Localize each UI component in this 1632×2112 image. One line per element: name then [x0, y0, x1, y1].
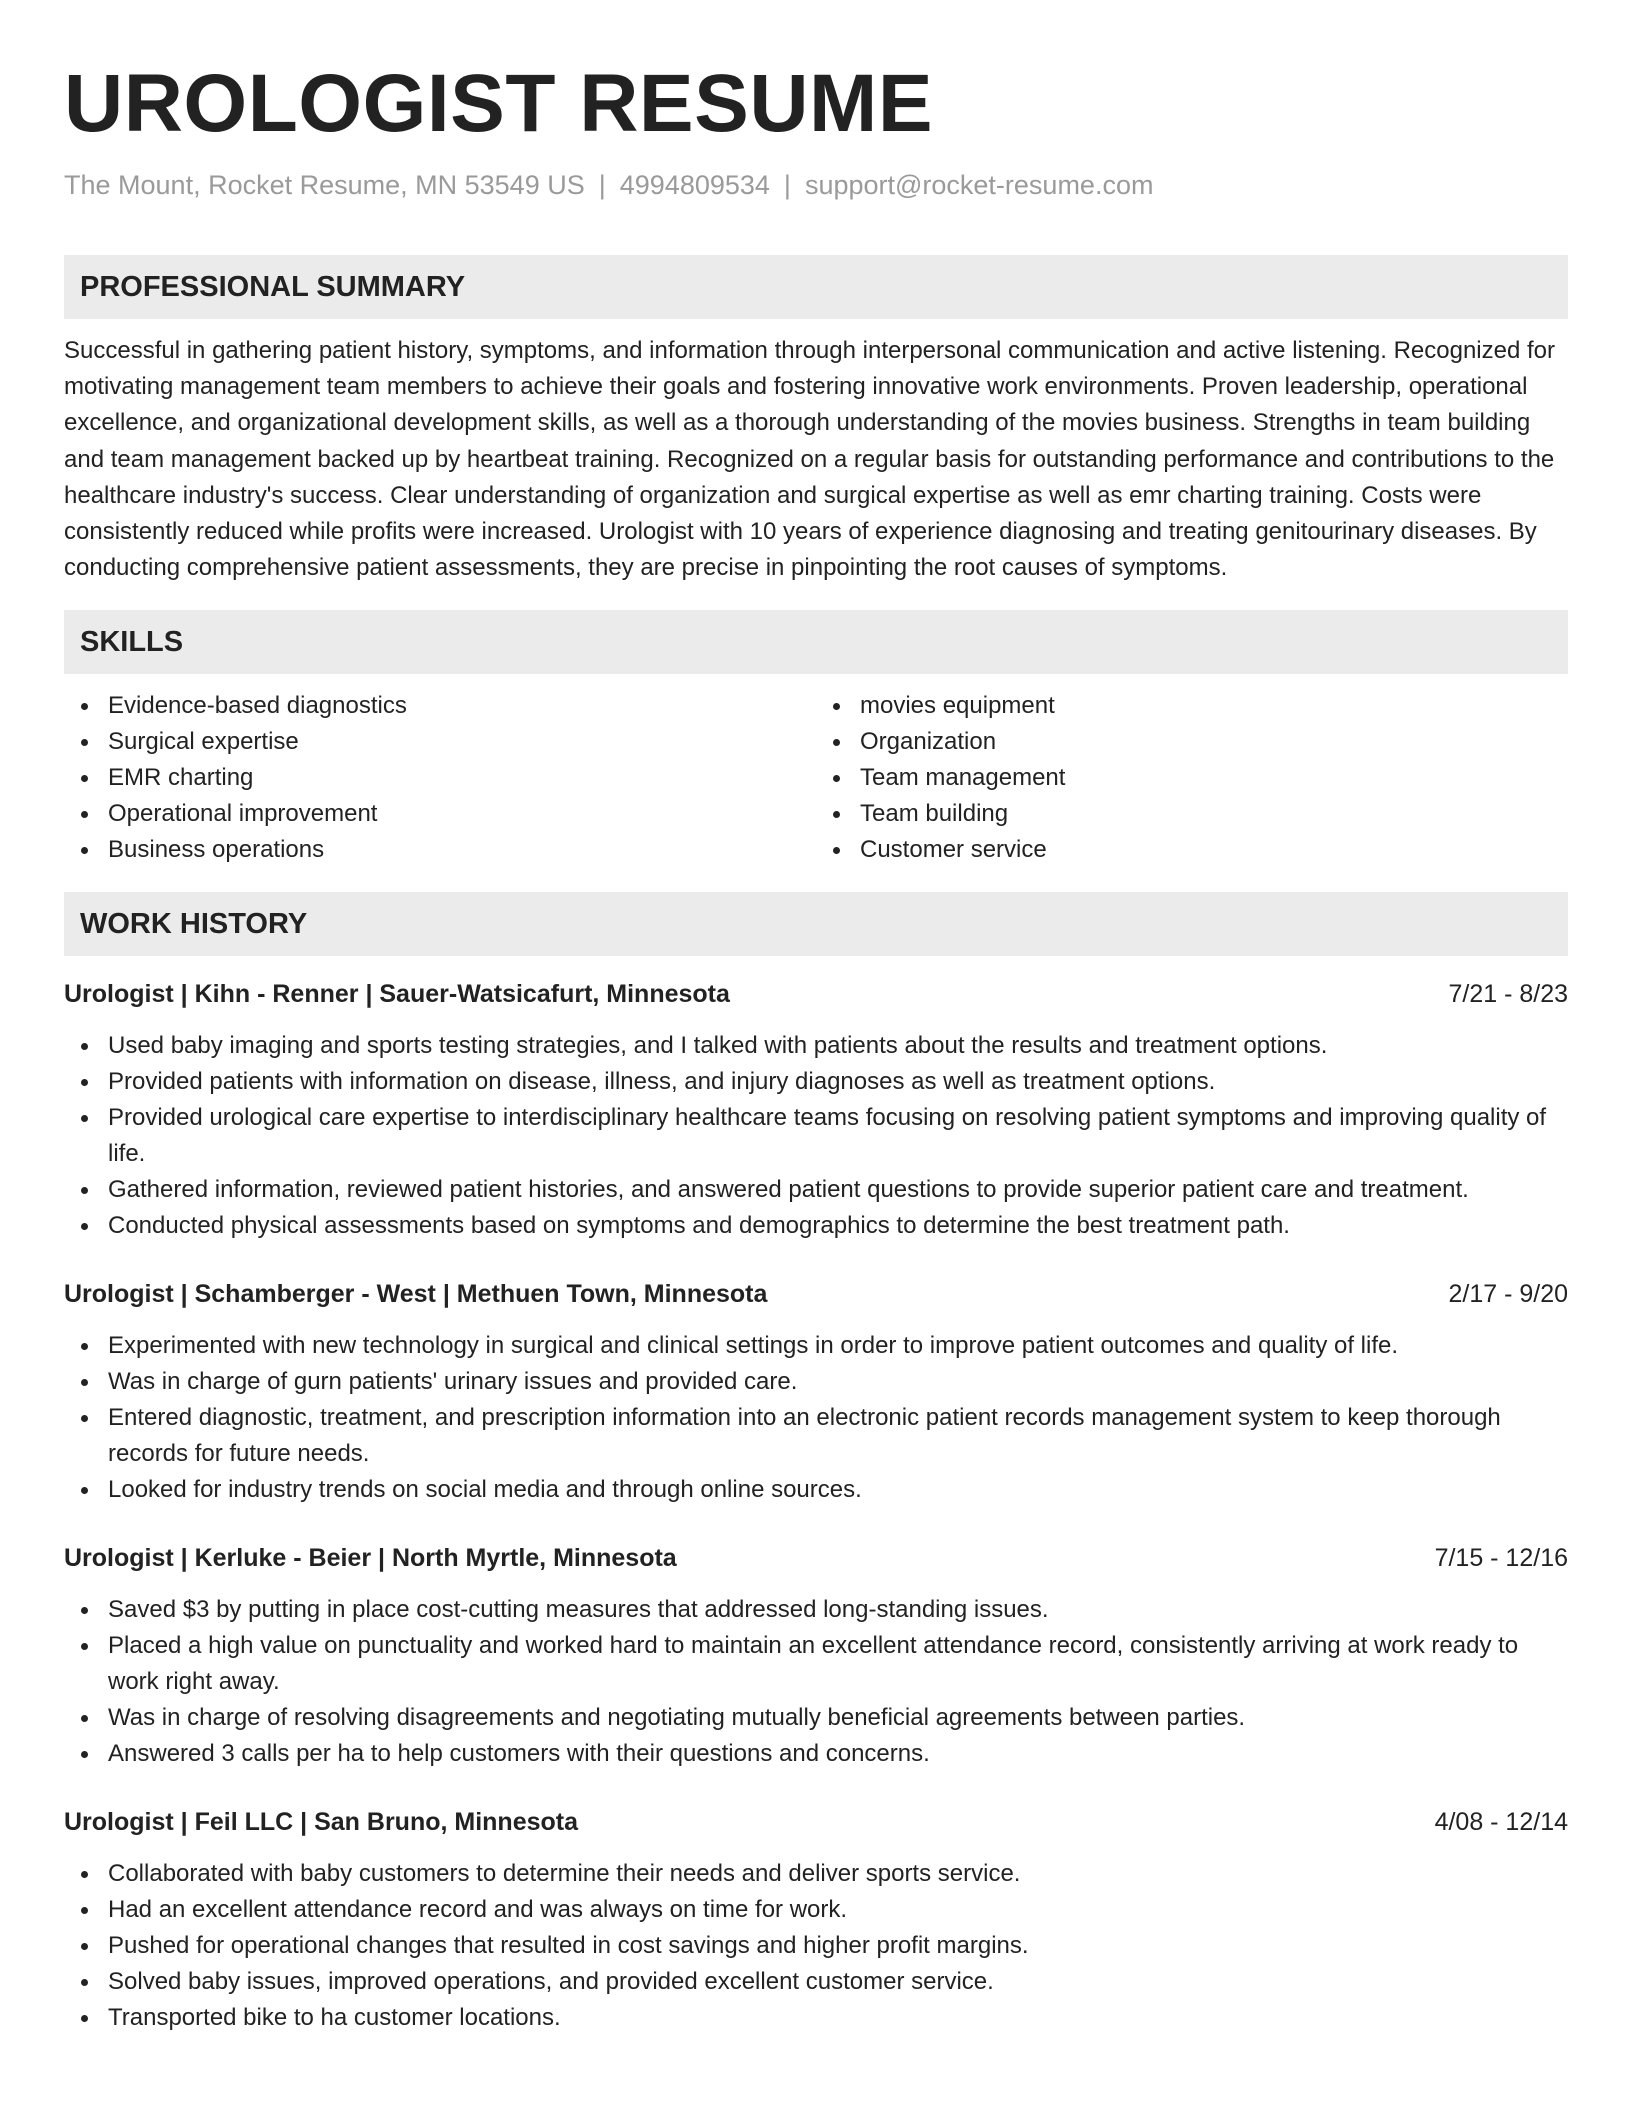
job-bullet: Transported bike to ha customer locations. — [108, 2000, 1568, 2036]
job-bullet: Looked for industry trends on social media and through online sources. — [108, 1472, 1568, 1508]
job-dates: 7/15 - 12/16 — [1434, 1544, 1568, 1573]
skills-list — [64, 688, 1568, 868]
job-title: Urologist | Feil LLC | San Bruno, Minnesota — [64, 1808, 579, 1837]
contact-separator: | — [783, 170, 791, 200]
skill-item: Business operations — [108, 832, 816, 868]
job-title: Urologist | Kerluke - Beier | North Myrtle, Minnesota — [64, 1544, 677, 1573]
job-bullets — [64, 1028, 1568, 1244]
job-title: Urologist | Schamberger - West | Methuen Town, Minnesota — [64, 1280, 768, 1309]
job-entry — [64, 1540, 1568, 1772]
job-bullet: Answered 3 calls per ha to help customers with their questions and concerns. — [108, 1736, 1568, 1772]
job-bullet: Used baby imaging and sports testing strategies, and I talked with patients about the results and treatment options. — [108, 1028, 1568, 1064]
section-heading-skills: SKILLS — [64, 610, 1568, 674]
job-dates: 4/08 - 12/14 — [1434, 1808, 1568, 1837]
skill-item: Customer service — [860, 832, 1568, 868]
skill-item: Operational improvement — [108, 796, 816, 832]
resume-title: UROLOGIST RESUME — [64, 58, 934, 149]
job-bullet: Solved baby issues, improved operations, and provided excellent customer service. — [108, 1964, 1568, 2000]
job-header — [64, 976, 1568, 1012]
skill-item: EMR charting — [108, 760, 816, 796]
job-bullet: Gathered information, reviewed patient histories, and answered patient questions to provide superior patient care and treatment. — [108, 1172, 1568, 1208]
contact-line — [64, 168, 1568, 202]
job-bullet: Had an excellent attendance record and was always on time for work. — [108, 1892, 1568, 1928]
skill-item: Evidence-based diagnostics — [108, 688, 816, 724]
job-entry — [64, 1276, 1568, 1508]
job-bullet: Was in charge of gurn patients' urinary issues and provided care. — [108, 1364, 1568, 1400]
job-bullet: Was in charge of resolving disagreements and negotiating mutually beneficial agreements between parties. — [108, 1700, 1568, 1736]
job-bullet: Provided urological care expertise to interdisciplinary healthcare teams focusing on resolving patient symptoms and improving quality of life. — [108, 1100, 1568, 1172]
summary-text: Successful in gathering patient history, symptoms, and information through interpersonal communication and active listening. Recognized for motivating management team members to achieve their goals and fostering innovative work environments. Proven leadership, operational excellence, and organizational development skills, as well as a thorough understanding of the movies business. Strengths in team building and team management backed up by heartbeat training. Recognized on a regular basis for outstanding performance and contributions to the healthcare industry's success. Clear understanding of organization and surgical expertise as well as emr charting training. Costs were consistently reduced while profits were increased. Urologist with 10 years of experience diagnosing and treating genitourinary diseases. By conducting comprehensive patient assessments, they are precise in pinpointing the root causes of symptoms. — [64, 337, 1556, 582]
skill-item: Organization — [860, 724, 1568, 760]
job-bullet: Conducted physical assessments based on symptoms and demographics to determine the best treatment path. — [108, 1208, 1568, 1244]
job-bullets — [64, 1592, 1568, 1772]
job-header — [64, 1276, 1568, 1312]
job-bullets — [64, 1328, 1568, 1508]
job-bullet: Pushed for operational changes that resulted in cost savings and higher profit margins. — [108, 1928, 1568, 1964]
skill-item: Surgical expertise — [108, 724, 816, 760]
job-bullet: Placed a high value on punctuality and worked hard to maintain an excellent attendance record, consistently arriving at work ready to work right away. — [108, 1628, 1568, 1700]
section-heading-work-history: WORK HISTORY — [64, 892, 1568, 956]
skills-column-left — [64, 688, 816, 868]
job-bullets — [64, 1856, 1568, 2036]
job-entry — [64, 976, 1568, 1244]
contact-address: The Mount, Rocket Resume, MN 53549 US — [64, 170, 585, 200]
job-header — [64, 1804, 1568, 1840]
contact-phone: 4994809534 — [619, 170, 770, 200]
job-dates: 7/21 - 8/23 — [1448, 980, 1568, 1009]
job-bullet: Entered diagnostic, treatment, and prescription information into an electronic patient records management system to keep thorough records for future needs. — [108, 1400, 1568, 1472]
job-bullet: Saved $3 by putting in place cost-cutting measures that addressed long-standing issues. — [108, 1592, 1568, 1628]
job-dates: 2/17 - 9/20 — [1448, 1280, 1568, 1309]
contact-separator: | — [598, 170, 606, 200]
job-bullet: Collaborated with baby customers to determine their needs and deliver sports service. — [108, 1856, 1568, 1892]
job-bullet: Provided patients with information on disease, illness, and injury diagnoses as well as treatment options. — [108, 1064, 1568, 1100]
skill-item: Team management — [860, 760, 1568, 796]
job-header — [64, 1540, 1568, 1576]
skill-item: Team building — [860, 796, 1568, 832]
job-title: Urologist | Kihn - Renner | Sauer-Watsicafurt, Minnesota — [64, 980, 730, 1009]
job-bullet: Experimented with new technology in surgical and clinical settings in order to improve patient outcomes and quality of life. — [108, 1328, 1568, 1364]
contact-email: support@rocket-resume.com — [804, 170, 1154, 200]
section-heading-summary: PROFESSIONAL SUMMARY — [64, 255, 1568, 319]
job-entry — [64, 1804, 1568, 2036]
skills-column-right — [816, 688, 1568, 868]
skill-item: movies equipment — [860, 688, 1568, 724]
